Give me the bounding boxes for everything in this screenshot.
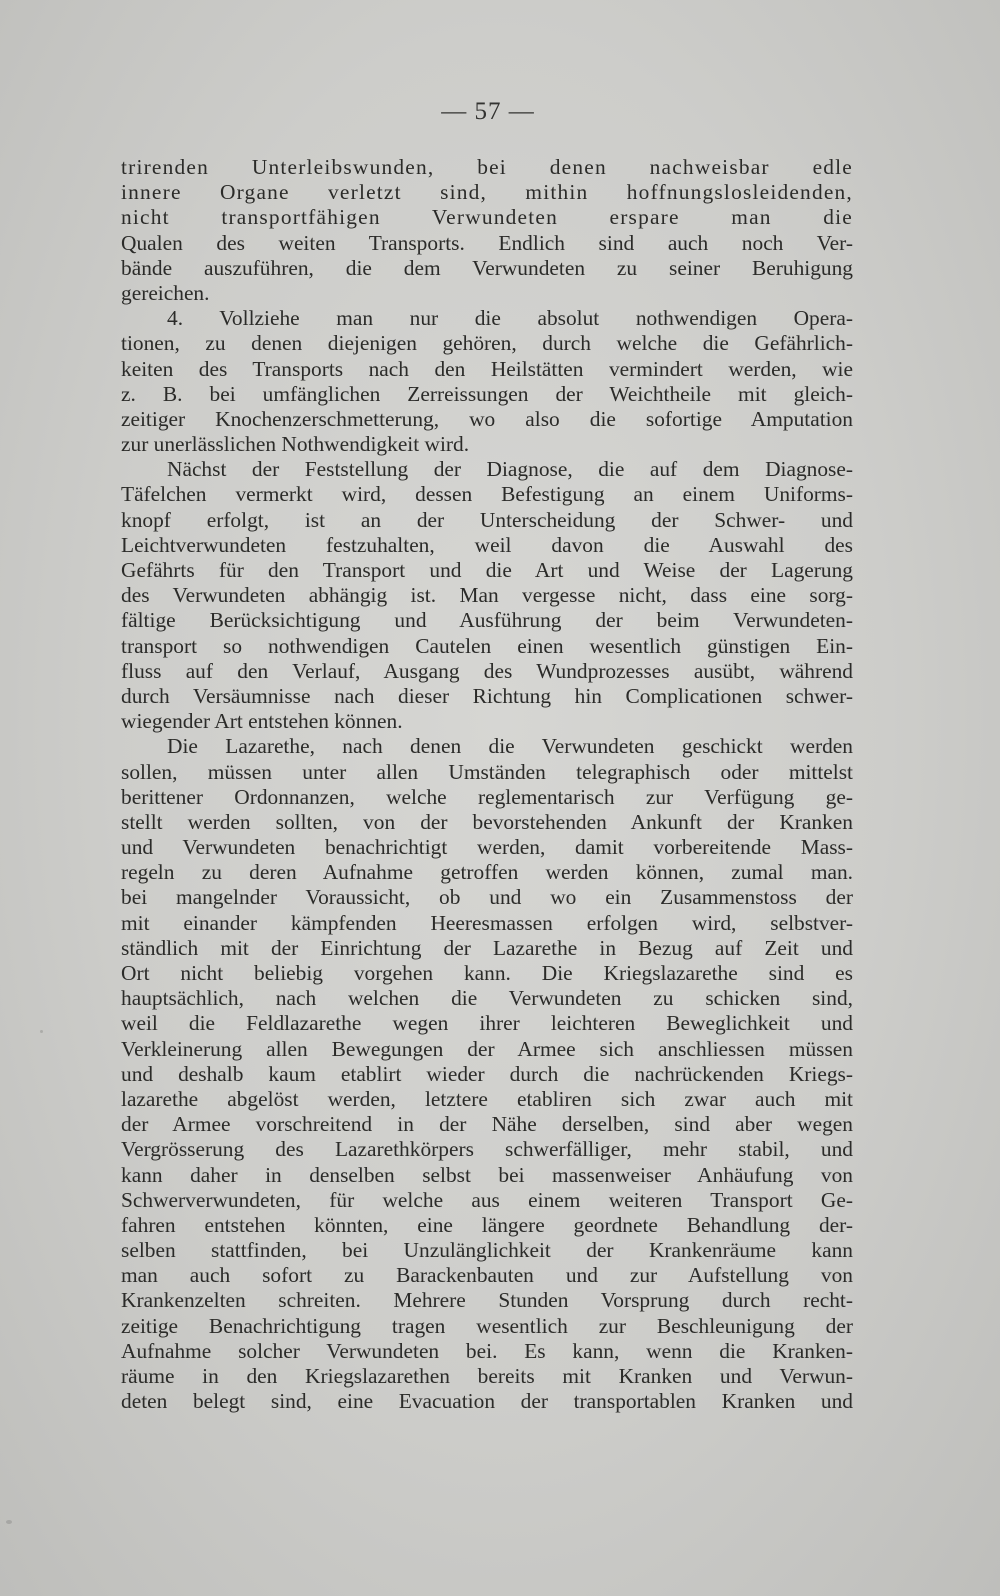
text-line: ständlich mit der Einrichtung der Lazarethe in Bezug auf Zeit und	[121, 935, 853, 960]
text-line: sollen, müssen unter allen Umständen telegraphisch oder mittelst	[121, 759, 853, 784]
text-line: Gefährts für den Transport und die Art und Weise der Lagerung	[121, 558, 853, 582]
text-line: knopf erfolgt, ist an der Unterscheidung der Schwer- und	[121, 507, 853, 532]
text-line: lazarethe abgelöst werden, letztere etabliren sich zwar auch mit	[121, 1086, 853, 1111]
text-line: Verkleinerung allen Bewegungen der Armee sich anschliessen müssen	[121, 1036, 853, 1061]
text-line: bei mangelnder Voraussicht, ob und wo ein Zusammenstoss der	[121, 885, 853, 910]
text-line: Krankenzelten schreiten. Mehrere Stunden Vorsprung durch recht-	[121, 1288, 853, 1313]
text-line: Täfelchen vermerkt wird, dessen Befestigung an einem Uniforms-	[121, 482, 853, 507]
text-line: Schwerverwundeten, für welche aus einem weiteren Transport Ge-	[121, 1187, 853, 1212]
text-line: bände auszuführen, die dem Verwundeten zu seiner Beruhigung	[121, 255, 853, 280]
text-line: wiegender Art entstehen können.	[121, 709, 403, 734]
text-line: fahren entstehen könnten, eine längere geordnete Behandlung der-	[121, 1212, 853, 1237]
paper-speck	[40, 1030, 43, 1033]
paper-speck	[6, 1520, 12, 1524]
text-line: nicht transportfähigen Verwundeten erspare man die	[121, 205, 853, 230]
text-line: man auch sofort zu Barackenbauten und zur Aufstellung von	[121, 1263, 853, 1288]
text-line: regeln zu deren Aufnahme getroffen werden können, zumal man.	[121, 860, 853, 885]
text-line: deten belegt sind, eine Evacuation der transportablen Kranken und	[121, 1389, 853, 1414]
text-line: zeitiger Knochenzerschmetterung, wo also die sofortige Amputation	[121, 406, 853, 431]
text-line: Die Lazarethe, nach denen die Verwundeten geschickt werden	[167, 734, 853, 759]
text-line: und deshalb kaum etablirt wieder durch die nachrückenden Kriegs-	[121, 1061, 853, 1086]
text-line: kann daher in denselben selbst bei massenweiser Anhäufung von	[121, 1162, 853, 1187]
text-line: der Armee vorschreitend in der Nähe derselben, sind aber wegen	[121, 1112, 853, 1137]
text-line: Nächst der Feststellung der Diagnose, die auf dem Diagnose-	[167, 457, 853, 482]
text-line: räume in den Kriegslazarethen bereits mit Kranken und Verwun-	[121, 1364, 853, 1388]
text-line: zur unerlässlichen Nothwendigkeit wird.	[121, 432, 470, 457]
text-line: des Verwundeten abhängig ist. Man vergesse nicht, dass eine sorg-	[121, 583, 853, 608]
text-line: Aufnahme solcher Verwundeten bei. Es kann, wenn die Kranken-	[121, 1338, 853, 1363]
text-line: Vergrösserung des Lazarethkörpers schwerfälliger, mehr stabil, und	[121, 1137, 853, 1162]
text-line: trirenden Unterleibswunden, bei denen nachweisbar edle	[121, 155, 853, 179]
text-line: z. B. bei umfänglichen Zerreissungen der Weichtheile mit gleich-	[121, 381, 853, 406]
text-line: und Verwundeten benachrichtigt werden, damit vorbereitende Mass-	[121, 835, 853, 860]
text-line: stellt werden sollten, von der bevorstehenden Ankunft der Kranken	[121, 809, 853, 834]
text-line: fältige Berücksichtigung und Ausführung der beim Verwundeten-	[121, 608, 853, 633]
text-line: berittener Ordonnanzen, welche reglementarisch zur Verfügung ge-	[121, 784, 853, 809]
text-line: tionen, zu denen diejenigen gehören, durch welche die Gefährlich-	[121, 331, 853, 356]
text-line: durch Versäumnisse nach dieser Richtung hin Complicationen schwer-	[121, 683, 853, 708]
text-line: weil die Feldlazarethe wegen ihrer leichteren Beweglichkeit und	[121, 1011, 853, 1036]
text-line: gereichen.	[121, 280, 210, 305]
text-line: fluss auf den Verlauf, Ausgang des Wundprozesses ausübt, während	[121, 658, 853, 683]
text-line: Qualen des weiten Transports. Endlich sind auch noch Ver-	[121, 230, 853, 255]
body-text	[121, 155, 853, 1414]
text-line: 4. Vollziehe man nur die absolut nothwendigen Opera-	[167, 306, 853, 331]
text-line: Leichtverwundeten festzuhalten, weil davon die Auswahl des	[121, 532, 853, 557]
text-line: transport so nothwendigen Cautelen einen wesentlich günstigen Ein-	[121, 633, 853, 658]
text-line: mit einander kämpfenden Heeresmassen erfolgen wird, selbstver-	[121, 910, 853, 935]
text-line: keiten des Transports nach den Heilstätten vermindert werden, wie	[121, 356, 853, 381]
text-line: zeitige Benachrichtigung tragen wesentlich zur Beschleunigung der	[121, 1313, 853, 1338]
text-line: innere Organe verletzt sind, mithin hoffnungslosleidenden,	[121, 180, 853, 205]
text-line: Ort nicht beliebig vorgehen kann. Die Kriegslazarethe sind es	[121, 961, 853, 985]
page-number: — 57 —	[441, 98, 535, 125]
text-line: hauptsächlich, nach welchen die Verwundeten zu schicken sind,	[121, 986, 853, 1011]
text-line: selben stattfinden, bei Unzulänglichkeit der Krankenräume kann	[121, 1238, 853, 1263]
